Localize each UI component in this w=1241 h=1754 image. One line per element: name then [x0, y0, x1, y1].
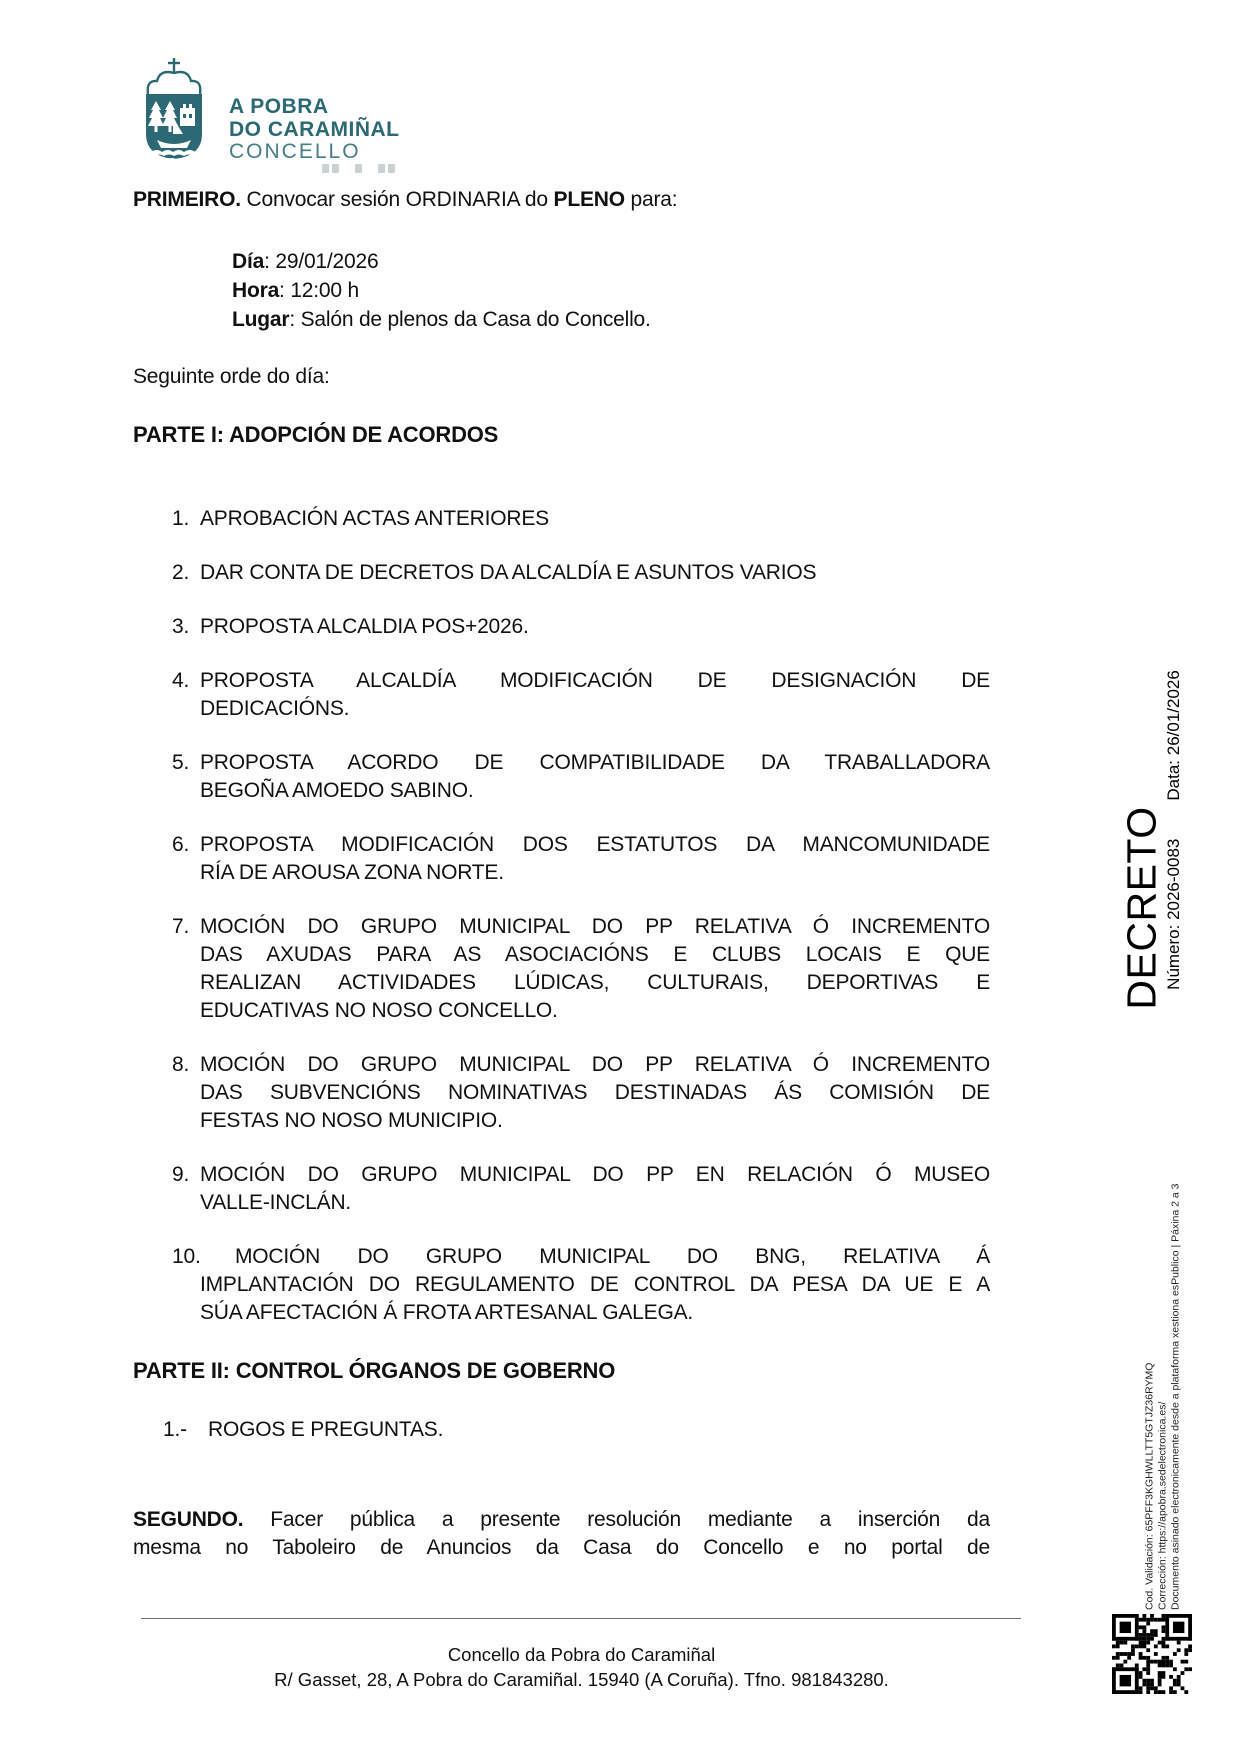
agenda-item	[133, 831, 990, 887]
document-body	[133, 186, 990, 1562]
agenda-item	[133, 667, 990, 723]
detail-label: Día	[232, 250, 265, 273]
agenda-item-line: MOCIÓN DO GRUPO MUNICIPAL DO PP RELATIVA Ó INCREMENTO	[200, 915, 990, 938]
primeiro-paragraph	[133, 186, 990, 214]
segundo-line-2: mesma no Taboleiro de Anuncios da Casa do Concello e no portal de	[133, 1536, 990, 1559]
side-small-line: Cod. Validación: 65PFF3KGHWLLTT5GTJZ36RYMQ	[1143, 1362, 1156, 1610]
agenda-item-line: RÍA DE AROUSA ZONA NORTE.	[200, 861, 504, 884]
decreto-vertical-title: DECRETO	[1118, 806, 1165, 1010]
agenda-item	[133, 559, 990, 587]
agenda-item-number: 6.	[172, 833, 190, 856]
agenda-item-number: 8.	[172, 1053, 190, 1076]
agenda-item-number: 5.	[172, 751, 190, 774]
side-small-text	[1144, 1090, 1183, 1610]
agenda-item-line: DAS AXUDAS PARA AS ASOCIACIÓNS E CLUBS LOCAIS E QUE	[200, 943, 990, 966]
side-small-line: Corrección: https://apobra.sedelectronica.es/	[1156, 1401, 1169, 1610]
rogos-item	[133, 1416, 990, 1444]
detail-value: : 29/01/2026	[264, 250, 379, 273]
parte-1-heading: PARTE I: ADOPCIÓN DE ACORDOS	[133, 422, 499, 447]
rogos-item-number: 1.-	[163, 1418, 187, 1441]
footer	[133, 1642, 1030, 1692]
agenda-item-number: 3.	[172, 615, 190, 638]
primeiro-label: PRIMEIRO.	[133, 188, 241, 211]
agenda-item	[133, 913, 990, 1025]
agenda-item	[133, 613, 990, 641]
detail-value: : Salón de plenos da Casa do Concello.	[289, 308, 651, 331]
agenda-item-line: EDUCATIVAS NO NOSO CONCELLO.	[200, 999, 558, 1022]
agenda-list	[133, 505, 990, 1327]
agenda-item	[133, 1243, 990, 1327]
agenda-item-line: MOCIÓN DO GRUPO MUNICIPAL DO PP RELATIVA Ó INCREMENTO	[200, 1053, 990, 1076]
agenda-item-line: DAS SUBVENCIÓNS NOMINATIVAS DESTINADAS ÁS COMISIÓN DE	[200, 1081, 990, 1104]
footer-divider	[141, 1618, 1021, 1619]
segundo-label: SEGUNDO.	[133, 1508, 244, 1531]
coat-of-arms-icon	[133, 56, 215, 174]
decreto-number: Número: 2026-0083	[1164, 838, 1183, 990]
footer-line-1: Concello da Pobra do Caramiñal	[447, 1644, 716, 1665]
agenda-item-number: 2.	[172, 561, 190, 584]
agenda-item-line: BEGOÑA AMOEDO SABINO.	[200, 779, 474, 802]
agenda-item-line: IMPLANTACIÓN DO REGULAMENTO DE CONTROL DA PESA DA UE E A	[200, 1273, 990, 1296]
agenda-item-number: 10.	[172, 1245, 201, 1268]
agenda-item-number: 9.	[172, 1163, 190, 1186]
session-detail-line	[232, 276, 990, 305]
agenda-item-line: MOCIÓN DO GRUPO MUNICIPAL DO BNG, RELATIVA Á	[235, 1245, 990, 1268]
agenda-item-line: APROBACIÓN ACTAS ANTERIORES	[200, 507, 549, 530]
agenda-item-line: SÚA AFECTACIÓN Á FROTA ARTESANAL GALEGA.	[200, 1301, 694, 1324]
agenda-item-number: 7.	[172, 915, 190, 938]
segundo-line-1	[133, 1506, 990, 1534]
footer-line-2: R/ Gasset, 28, A Pobra do Caramiñal. 15940 (A Coruña). Tfno. 981843280.	[274, 1669, 889, 1690]
agenda-item-line: FESTAS NO NOSO MUNICIPIO.	[200, 1109, 503, 1132]
segundo-paragraph	[133, 1506, 990, 1562]
logo-line-1: A POBRA	[229, 95, 329, 118]
order-of-day-intro: Seguinte orde do día:	[133, 365, 330, 388]
logo-line-3: CONCELLO	[229, 140, 361, 164]
agenda-item-line: PROPOSTA ALCALDIA POS+2026.	[200, 615, 529, 638]
qr-code	[1112, 1614, 1192, 1694]
rogos-item-text: ROGOS E PREGUNTAS.	[208, 1418, 444, 1441]
agenda-item-line: VALLE-INCLÁN.	[200, 1191, 352, 1214]
agenda-item-line: DAR CONTA DE DECRETOS DA ALCALDÍA E ASUNTOS VARIOS	[200, 561, 817, 584]
agenda-item-number: 4.	[172, 669, 190, 692]
session-details	[232, 247, 990, 334]
agenda-item	[133, 1051, 990, 1135]
agenda-item-line: PROPOSTA ALCALDÍA MODIFICACIÓN DE DESIGNACIÓN DE	[200, 669, 990, 692]
detail-label: Lugar	[232, 308, 290, 331]
pleno-label: PLENO	[553, 188, 625, 211]
agenda-item-line: REALIZAN ACTIVIDADES LÚDICAS, CULTURAIS, DEPORTIVAS E	[200, 971, 990, 994]
detail-label: Hora	[232, 279, 280, 302]
agenda-item-line: DEDICACIÓNS.	[200, 697, 350, 720]
logo-line-2: DO CARAMIÑAL	[229, 117, 400, 141]
faint-print-marks	[322, 164, 395, 173]
agenda-item	[133, 505, 990, 533]
primeiro-text-2: para:	[624, 188, 678, 211]
agenda-item-line: PROPOSTA ACORDO DE COMPATIBILIDADE DA TRABALLADORA	[200, 751, 990, 774]
detail-value: : 12:00 h	[279, 279, 359, 302]
agenda-item	[133, 1161, 990, 1217]
agenda-item-line: PROPOSTA MODIFICACIÓN DOS ESTATUTOS DA MANCOMUNIDADE	[200, 833, 990, 856]
agenda-item-number: 1.	[172, 507, 190, 530]
agenda-item	[133, 749, 990, 805]
concello-logo	[133, 56, 399, 174]
session-detail-line	[232, 247, 990, 276]
decreto-date: Data: 26/01/2026	[1164, 670, 1183, 801]
primeiro-text-1: Convocar sesión ORDINARIA do	[240, 188, 554, 211]
side-small-line: Documento asinado electronicamente desde a plataforma xestiona esPublico | Páxina 2 a 3	[1169, 1183, 1182, 1610]
parte-2-heading: PARTE II: CONTROL ÓRGANOS DE GOBERNO	[133, 1358, 616, 1383]
segundo-text-1: Facer pública a presente resolución mediante a inserción da	[243, 1508, 990, 1531]
decreto-meta	[1164, 670, 1184, 990]
agenda-item-line: MOCIÓN DO GRUPO MUNICIPAL DO PP EN RELACIÓN Ó MUSEO	[200, 1163, 990, 1186]
session-detail-line	[232, 305, 990, 334]
